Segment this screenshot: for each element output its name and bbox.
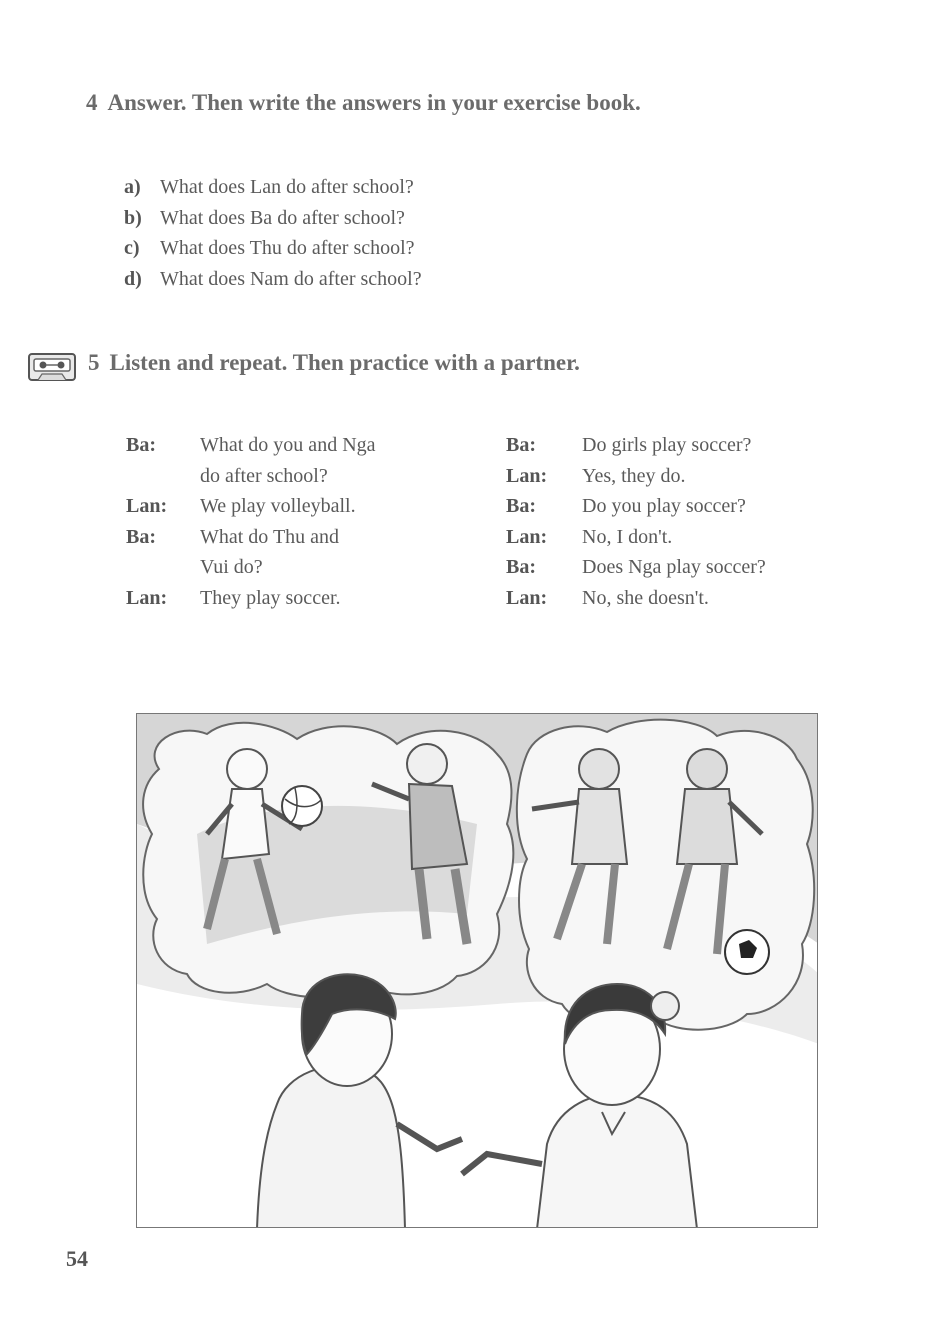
question-item xyxy=(124,203,422,234)
utterance: Does Nga play soccer? xyxy=(582,556,766,578)
question-text: What does Lan do after school? xyxy=(160,176,414,198)
speaker: Lan: xyxy=(506,525,548,548)
question-letter: b) xyxy=(124,206,142,229)
page-number: 54 xyxy=(66,1246,88,1271)
speaker: Ba: xyxy=(506,495,536,517)
speaker: Lan: xyxy=(126,495,168,517)
question-letter: d) xyxy=(124,267,142,290)
exercise-4-title: Answer. Then write the answers in your exercise book. xyxy=(107,90,641,115)
question-text: What does Thu do after school? xyxy=(160,237,415,259)
question-item xyxy=(124,233,422,264)
speaker: Lan: xyxy=(506,586,548,609)
question-letter: c) xyxy=(124,237,140,259)
exercise-5-title: Listen and repeat. Then practice with a partner. xyxy=(109,350,580,375)
thought-bubble-volleyball xyxy=(143,723,513,997)
dialog-line xyxy=(506,461,766,492)
speaker: Ba: xyxy=(126,434,156,456)
dialog-left-column xyxy=(126,430,376,613)
question-text: What does Ba do after school? xyxy=(160,206,405,229)
dialog-line xyxy=(126,491,376,522)
dialog-right-column xyxy=(506,430,766,613)
utterance: What do Thu and Vui do? xyxy=(200,525,340,578)
exercise-5-number: 5 xyxy=(88,350,100,375)
speaker: Lan: xyxy=(126,586,168,609)
speaker: Ba: xyxy=(126,525,156,548)
speaker: Ba: xyxy=(506,434,536,456)
dialog-line xyxy=(506,583,766,614)
figure-girl-lan xyxy=(462,984,697,1228)
hair-flower xyxy=(651,992,679,1020)
dialog-line xyxy=(506,552,766,583)
utterance: No, she doesn't. xyxy=(582,586,709,609)
utterance: What do you and Nga do after school? xyxy=(200,434,376,487)
speaker: Ba: xyxy=(506,556,536,578)
question-item xyxy=(124,264,422,295)
question-letter: a) xyxy=(124,176,141,198)
utterance: Yes, they do. xyxy=(582,464,686,487)
cassette-icon xyxy=(28,353,76,381)
utterance: Do you play soccer? xyxy=(582,495,746,517)
dialog-line xyxy=(126,430,376,491)
figure-boy-ba xyxy=(257,974,462,1228)
dialog-line xyxy=(506,430,766,461)
speaker: Lan: xyxy=(506,464,548,487)
utterance: Do girls play soccer? xyxy=(582,434,752,456)
question-text: What does Nam do after school? xyxy=(160,267,422,290)
utterance: We play volleyball. xyxy=(200,495,356,517)
illustration-children-talking xyxy=(136,713,818,1228)
utterance: They play soccer. xyxy=(200,586,341,609)
dialog-line xyxy=(506,491,766,522)
exercise-4-number: 4 xyxy=(86,90,98,115)
dialog-line xyxy=(126,583,376,614)
exercise-4-heading xyxy=(86,90,641,116)
thought-bubble-soccer xyxy=(517,720,814,1030)
question-item xyxy=(124,172,422,203)
dialog-line xyxy=(126,522,376,583)
utterance: No, I don't. xyxy=(582,525,673,548)
dialog-line xyxy=(506,522,766,553)
exercise-5-heading xyxy=(88,350,580,376)
exercise-4-questions xyxy=(124,172,422,294)
